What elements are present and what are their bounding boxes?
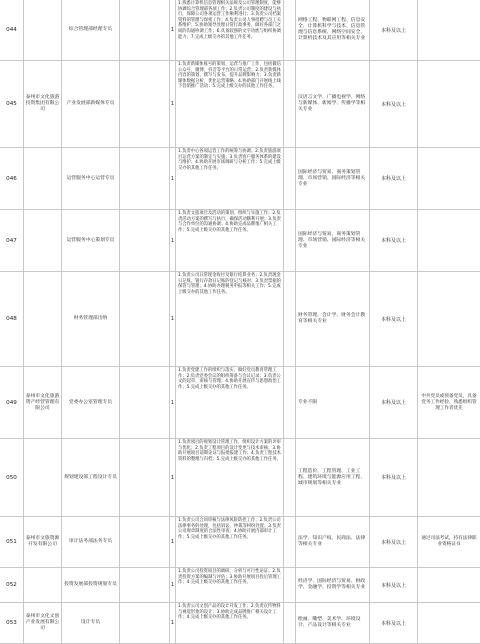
row-number-cell xyxy=(0,148,24,209)
major-requirement: 汉语言文学、广播电视学、网络与新媒体、新闻学、传播学等相关专业 xyxy=(298,95,366,112)
major-requirement-cell xyxy=(296,517,370,567)
major-requirement: 网络工程、物联网工程、信息安全、计算机科学与技术、信息管理与信息系统、网络空间安全、计算机技术及其应用等相关专业 xyxy=(298,18,366,41)
table-row xyxy=(0,367,480,439)
job-requirements-cell xyxy=(176,367,284,438)
department: 泰州市文化旅游投资集团有限公司 xyxy=(25,95,60,112)
education-requirement-cell xyxy=(370,568,418,602)
department-cell xyxy=(24,61,62,147)
hire-count: 1 xyxy=(170,27,175,33)
job-requirements-cell xyxy=(176,0,284,60)
education-requirement: 本科及以上 xyxy=(380,620,406,627)
blank-col-cell xyxy=(120,517,170,567)
position-name-cell xyxy=(62,568,120,602)
department: 泰州市文旅资源开发有限公司 xyxy=(25,536,60,547)
job-requirements-cell xyxy=(176,148,284,209)
row-number: 051 xyxy=(6,539,17,545)
education-requirement: 本科及以上 xyxy=(380,238,406,244)
other-requirements-cell xyxy=(418,148,480,209)
row-number-cell xyxy=(0,517,24,567)
education-requirement-cell xyxy=(370,210,418,271)
job-requirements: 1.熟悉计算机信息管理相关法规及公司管理制度，能够协调综合管理部各项工作；2.负责公司制度的建设与执行，保障公司各项运营工作顺利进行；3.负责公司档案资料的管理与保密工作；4.负责公司人事招聘与员工关系维护；5.协助领导处理日常行政事务，做好各部门之间的沟通协调工作；6.具备较强的文字功底与组织协调能力；7.完成上级交办的其他工作任务。 xyxy=(178,1,281,40)
position-name: 运营服务中心运营专员 xyxy=(66,175,115,181)
other-requirements-cell xyxy=(418,272,480,366)
major-requirement: 经济学、国际经济与贸易、财政学、金融学、投资学等相关专业 xyxy=(298,579,366,590)
position-name-cell xyxy=(62,210,120,271)
row-number: 047 xyxy=(6,237,17,244)
other-requirements: 中共党员或预备党员，具备党务工作经验、熟悉组织管理工作者优先 xyxy=(421,393,477,411)
position-name: 规划建设部工程设计专员 xyxy=(64,474,117,480)
position-name: 投资发展部投资规划专员 xyxy=(64,582,117,587)
department: 泰州市文化旅游资产经营管理有限公司 xyxy=(25,393,60,411)
department-cell xyxy=(24,148,62,209)
major-requirement-cell xyxy=(296,0,370,60)
row-number-cell xyxy=(0,210,24,271)
education-requirement-cell xyxy=(370,272,418,366)
major-requirement-cell xyxy=(296,367,370,438)
major-requirement: 法学、知识产权、民商法、法律等相关专业 xyxy=(298,536,366,547)
other-requirements-cell xyxy=(418,210,480,271)
education-requirement: 本科及以上 xyxy=(380,27,406,34)
education-requirement-cell xyxy=(370,439,418,516)
other-requirements-cell xyxy=(418,603,480,643)
position-name-cell xyxy=(62,148,120,209)
table-row xyxy=(0,568,480,603)
department-cell xyxy=(24,568,62,602)
position-name: 综合管理部经理专员 xyxy=(68,27,113,32)
row-number: 048 xyxy=(6,316,17,322)
department-cell xyxy=(24,210,62,271)
hire-count: 1 xyxy=(170,582,175,588)
blank-col-cell xyxy=(120,210,170,271)
job-requirements: 1.负责项目的规划设计管理工作，组织设计方案的评审与优化；2.负责工程项目的设计变更与技术审核；3.协助开展项目前期论证与报批报建工作；4.负责工程技术资料的整理与归档；5.完成上级交办的其他工作任务。 xyxy=(178,440,281,462)
blank-col-2-cell xyxy=(284,439,296,516)
row-number: 050 xyxy=(6,474,17,481)
department-cell xyxy=(24,603,62,643)
blank-col-2-cell xyxy=(284,210,296,271)
education-requirement: 本科及以上 xyxy=(380,582,406,589)
education-requirement-cell xyxy=(370,517,418,567)
job-requirements-cell xyxy=(176,61,284,147)
table-row xyxy=(0,439,480,517)
hire-count: 1 xyxy=(170,316,175,322)
row-number: 045 xyxy=(6,101,17,107)
position-name: 产业发展部新媒体专员 xyxy=(66,101,115,106)
blank-col-2-cell xyxy=(284,61,296,147)
hire-count: 1 xyxy=(170,237,175,244)
hire-count: 1 xyxy=(170,474,175,481)
education-requirement: 本科及以上 xyxy=(380,176,406,182)
table-row xyxy=(0,272,480,367)
education-requirement-cell xyxy=(370,148,418,209)
table-row xyxy=(0,210,480,272)
row-number-cell xyxy=(0,0,24,60)
other-requirements-cell xyxy=(418,0,480,60)
education-requirement: 本科及以上 xyxy=(380,316,406,323)
education-requirement: 本科及以上 xyxy=(380,475,406,481)
major-requirement: 财务管理、会计学、财务会计教育等相关专业 xyxy=(298,313,366,324)
department-cell xyxy=(24,517,62,567)
row-number: 046 xyxy=(6,175,17,182)
position-name-cell xyxy=(62,272,120,366)
table-row xyxy=(0,603,480,644)
hire-count: 1 xyxy=(170,175,175,182)
major-requirement: 专业不限 xyxy=(298,399,318,405)
position-name: 运营服务中心策划专员 xyxy=(66,237,115,243)
position-name: 财务管理部出纳 xyxy=(73,316,108,321)
job-requirements: 1.负责公司投资项目的调研、分析与可行性论证；2.负责投资方案的编制与评估；3.协助开展项目投后管理工作；4.完成上级交办的其他工作任务。 xyxy=(178,569,281,586)
position-name-cell xyxy=(62,439,120,516)
job-requirements-cell xyxy=(176,603,284,643)
hire-count: 1 xyxy=(170,539,175,545)
education-requirement: 本科及以上 xyxy=(380,400,406,406)
major-requirement-cell xyxy=(296,272,370,366)
job-requirements: 1.负责文旅项目及活动的策划、组织与实施工作；2.负责活动方案的撰写与执行，确保活动顺利开展；3.负责与合作单位的沟通协调；4.协助完成品牌推广相关工作；5.完成上级交办的其他工作任务。 xyxy=(178,211,281,233)
table-row xyxy=(0,0,480,61)
blank-col-2-cell xyxy=(284,0,296,60)
job-requirements: 1.负责新媒体账号的策划、运营与推广工作，包括微信公众号、微博、抖音等平台的日常运营；2.负责新媒体内容的策划、撰写与发布，提升品牌影响力；3.负责新媒体数据分析，优化运营策略；4.协助部门开展线上线下营销推广活动；5.完成上级交办的其他工作任务。 xyxy=(178,62,281,90)
blank-col-cell xyxy=(120,439,170,516)
blank-col-cell xyxy=(120,148,170,209)
row-number: 053 xyxy=(6,620,17,626)
education-requirement: 本科及以上 xyxy=(380,539,406,546)
department-cell xyxy=(24,0,62,60)
row-number-cell xyxy=(0,568,24,602)
table-row xyxy=(0,61,480,148)
blank-col-cell xyxy=(120,61,170,147)
department-cell xyxy=(24,439,62,516)
job-requirements: 1.负责公司合同审核与法律风险防控工作；2.负责公司法律事务的处理，包括诉讼、仲裁等纠纷处置；3.负责公司规章制度的合法性审查；4.协助开展内部审计工作；5.完成上级交办的其他工作任务。 xyxy=(178,518,281,540)
blank-col-2-cell xyxy=(284,367,296,438)
education-requirement-cell xyxy=(370,61,418,147)
other-requirements-cell xyxy=(418,517,480,567)
position-name: 党委办公室管理专员 xyxy=(68,399,113,405)
major-requirement: 国际经济与贸易、商务策划管理、市场营销、国际经济等相关专业 xyxy=(298,231,366,249)
hire-count: 1 xyxy=(170,399,175,406)
major-requirement-cell xyxy=(296,568,370,602)
job-requirements: 1.负责公司日常现金收付及银行结算业务；2.负责现金日记账、银行存款日记账的登记与核对；3.负责票据的保管与管理；4.协助办理税务申报等相关工作；5.完成上级交办的其他工作任务。 xyxy=(178,273,281,295)
row-number: 044 xyxy=(6,27,17,33)
major-requirement: 绘画、雕塑、美术学、环境设计、产品设计等相关专业 xyxy=(298,617,361,628)
other-requirements-cell xyxy=(418,568,480,602)
position-name-cell xyxy=(62,0,120,60)
job-requirements-cell xyxy=(176,210,284,271)
blank-col-2-cell xyxy=(284,603,296,643)
table-row xyxy=(0,517,480,568)
blank-col-cell xyxy=(120,367,170,438)
position-name: 设计专员 xyxy=(80,620,101,625)
major-requirement: 工程造价、工程管理、工业工程、建筑环境与能源应用工程、城市规划等相关专业 xyxy=(298,468,366,486)
row-number-cell xyxy=(0,603,24,643)
hire-count: 1 xyxy=(170,101,175,107)
blank-col-2-cell xyxy=(284,148,296,209)
position-name: 审计法务部法务专员 xyxy=(68,539,113,544)
blank-col-cell xyxy=(120,603,170,643)
job-requirements-cell xyxy=(176,439,284,516)
other-requirements-cell xyxy=(418,439,480,516)
major-requirement-cell xyxy=(296,61,370,147)
blank-col-cell xyxy=(120,0,170,60)
job-requirements: 1.负责党建工作的组织与落实，做好党员教育管理工作；2.负责党委会议的组织筹备与会议记录；3.负责公文的起草、审核与管理；4.协助开展宣传与思想政治工作；5.完成上级交办的其他工作任务。 xyxy=(178,368,281,390)
other-requirements: 通过司法考试，持有法律职业资格证书 xyxy=(421,536,477,547)
department-cell xyxy=(24,367,62,438)
hire-count: 1 xyxy=(170,620,175,626)
row-number: 052 xyxy=(6,582,17,588)
blank-col-2-cell xyxy=(284,517,296,567)
department: 泰州市文化文创产业发展有限公司 xyxy=(25,614,60,631)
major-requirement-cell xyxy=(296,210,370,271)
education-requirement: 本科及以上 xyxy=(380,101,406,108)
position-name-cell xyxy=(62,61,120,147)
row-number-cell xyxy=(0,272,24,366)
education-requirement-cell xyxy=(370,603,418,643)
job-requirements: 1.负责公司文创产品的设计开发工作；2.负责宣传物料与视觉形象的设计；3.协助完成品牌推广相关设计工作；4.完成上级交办的其他工作任务。 xyxy=(178,604,281,621)
job-requirements-cell xyxy=(176,272,284,366)
major-requirement: 国际经济与贸易、商务策划管理、市场营销、国际经济等相关专业 xyxy=(298,169,366,187)
job-requirements-cell xyxy=(176,517,284,567)
major-requirement-cell xyxy=(296,603,370,643)
blank-col-2-cell xyxy=(284,568,296,602)
job-requirements-cell xyxy=(176,568,284,602)
other-requirements-cell xyxy=(418,367,480,438)
position-name-cell xyxy=(62,517,120,567)
department-cell xyxy=(24,272,62,366)
position-name-cell xyxy=(62,603,120,643)
blank-col-2-cell xyxy=(284,272,296,366)
row-number: 049 xyxy=(6,399,17,406)
major-requirement-cell xyxy=(296,148,370,209)
blank-col-cell xyxy=(120,272,170,366)
education-requirement-cell xyxy=(370,0,418,60)
job-requirements: 1.负责中心各项运营工作的统筹与协调；2.负责旅游项目运营方案的制定与实施；3.负责客户服务体系的建设与维护；4.协助开展市场调研与分析工作；5.完成上级交办的其他工作任务。 xyxy=(178,149,281,171)
row-number-cell xyxy=(0,439,24,516)
table-row xyxy=(0,148,480,210)
other-requirements-cell xyxy=(418,61,480,147)
education-requirement-cell xyxy=(370,367,418,438)
blank-col-cell xyxy=(120,568,170,602)
row-number-cell xyxy=(0,367,24,438)
major-requirement-cell xyxy=(296,439,370,516)
position-name-cell xyxy=(62,367,120,438)
row-number-cell xyxy=(0,61,24,147)
